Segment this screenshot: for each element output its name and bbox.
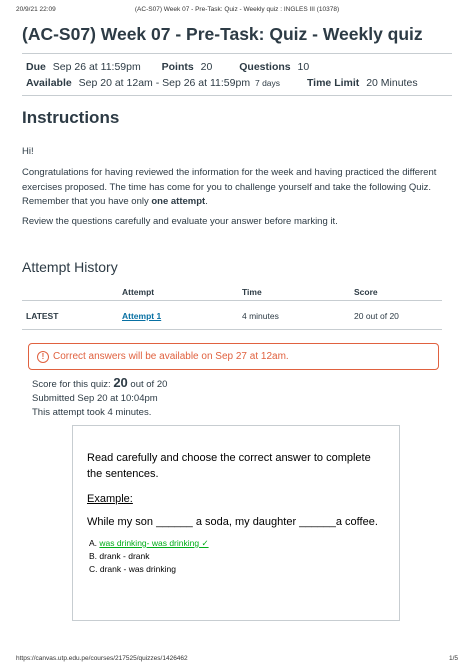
available-days: 7 days [254, 78, 281, 88]
score-label: Score for this quiz: [32, 379, 111, 390]
table-row [22, 301, 442, 330]
instructions-period: . [205, 196, 208, 207]
print-footer [16, 655, 458, 662]
instructions-heading: Instructions [22, 108, 120, 127]
attempt-label: LATEST [22, 301, 118, 330]
quiz-details-row-1 [26, 61, 452, 73]
attempt-link[interactable]: Attempt 1 [122, 311, 162, 321]
example-label: Example: [87, 493, 133, 505]
option-letter: A. [89, 538, 98, 548]
score-value: 20 [113, 375, 128, 390]
column-header: Score [350, 284, 442, 301]
instructions-paragraph [22, 166, 452, 210]
attempt-history-heading: Attempt History [22, 259, 118, 275]
time-limit-label: Time Limit [306, 77, 360, 89]
answer-option-a[interactable] [89, 537, 209, 550]
option-text: drank - drank [99, 551, 150, 561]
table-header-row [22, 284, 442, 301]
column-header: Attempt [118, 284, 238, 301]
instructions-greeting: Hi! [22, 146, 34, 157]
due-value: Sep 26 at 11:59pm [52, 61, 141, 73]
print-title: (AC-S07) Week 07 - Pre-Task: Quiz - Weekly quiz : INGLES III (10378) [134, 6, 340, 13]
example-sentence: While my son ______ a soda, my daughter ______a coffee. [87, 516, 378, 528]
print-header [16, 6, 458, 13]
alert-text: Correct answers will be available on Sep 27 at 12am. [53, 351, 289, 362]
attempt-duration: This attempt took 4 minutes. [32, 407, 152, 418]
points-label: Points [161, 61, 194, 73]
option-letter: C. [89, 564, 98, 574]
answer-option-b[interactable] [89, 550, 209, 563]
print-date: 20/9/21 22:09 [16, 6, 56, 13]
option-text-correct: was drinking- was drinking ✓ [99, 538, 209, 548]
questions-value: 10 [297, 61, 310, 73]
details-divider [22, 95, 452, 96]
score-line [32, 376, 167, 392]
attempt-time: 4 minutes [238, 301, 350, 330]
instructions-text: Congratulations for having reviewed the information for the week and having practiced the different exercises proposed. The time has come for you to challenge yourself and take the following Quiz. Remember that you have only [22, 167, 437, 207]
option-text: drank - was drinking [99, 564, 176, 574]
available-value: Sep 20 at 12am - Sep 26 at 11:59pm [78, 77, 251, 89]
question-prompt: Read carefully and choose the correct answer to complete the sentences. [87, 452, 371, 480]
submitted-time: Submitted Sep 20 at 10:04pm [32, 393, 158, 404]
answer-option-c[interactable] [89, 563, 209, 576]
attempt-cell [118, 301, 238, 330]
warning-icon: ! [37, 351, 49, 363]
correct-answers-alert [28, 343, 439, 370]
due-label: Due [26, 61, 46, 73]
score-out-of: out of 20 [130, 379, 168, 390]
score-summary [32, 376, 167, 420]
column-header [22, 284, 118, 301]
answer-options [89, 537, 209, 576]
question-box [72, 425, 400, 621]
attempt-score: 20 out of 20 [350, 301, 442, 330]
page-number: 1/5 [448, 655, 458, 662]
option-letter: B. [89, 551, 98, 561]
instructions-review: Review the questions carefully and evaluate your answer before marking it. [22, 216, 338, 227]
page-url: https://canvas.utp.edu.pe/courses/217525/quizzes/1426462 [16, 655, 188, 662]
page-title: (AC-S07) Week 07 - Pre-Task: Quiz - Weekly quiz [22, 24, 452, 54]
column-header: Time [238, 284, 350, 301]
instructions-emphasis: one attempt [151, 196, 206, 207]
available-label: Available [26, 77, 72, 89]
attempt-history-table [22, 284, 442, 330]
time-limit-value: 20 Minutes [366, 77, 418, 89]
points-value: 20 [200, 61, 213, 73]
quiz-details-row-2 [26, 77, 452, 89]
questions-label: Questions [239, 61, 291, 73]
